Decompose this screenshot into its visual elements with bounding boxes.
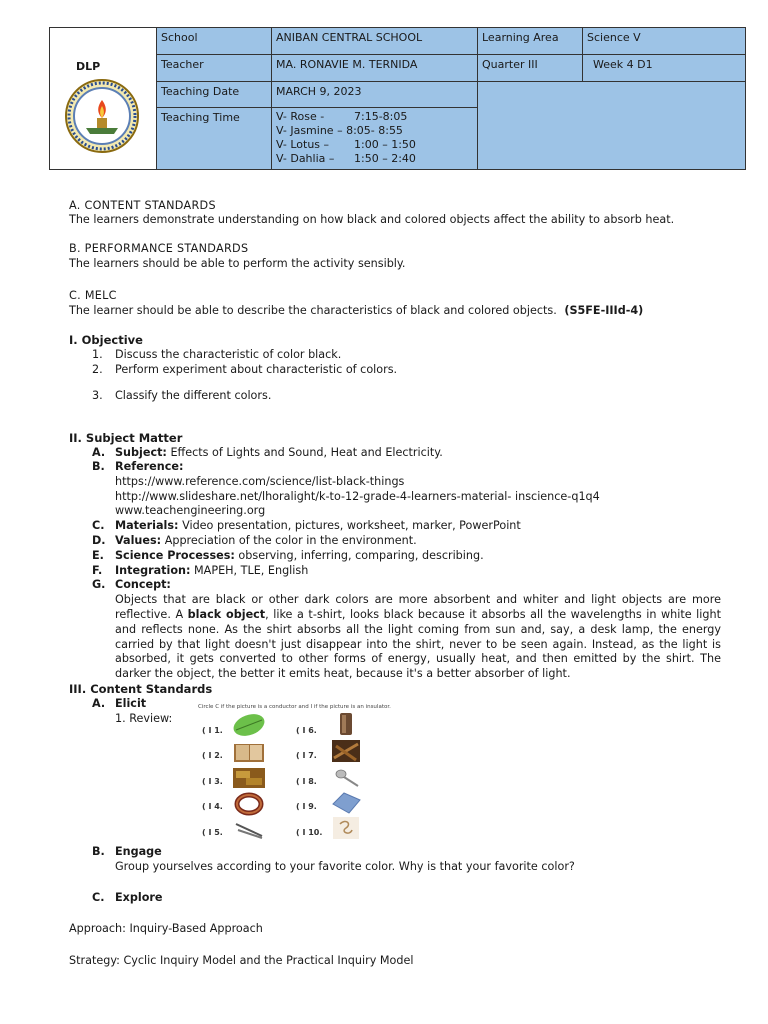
performance-standards-title: B. PERFORMANCE STANDARDS (69, 242, 249, 255)
objective-title: I. Objective (69, 333, 143, 347)
letter-c: C. (92, 519, 105, 532)
content-section-title: III. Content Standards (69, 682, 213, 696)
objective-num: 1. (92, 348, 103, 361)
letter-f: F. (92, 564, 103, 577)
processes-text: observing, inferring, comparing, describing. (238, 549, 484, 562)
choice-marks: ( I (296, 751, 306, 760)
objective-num: 2. (92, 363, 103, 376)
integration-label: Integration: (115, 564, 191, 577)
choice-marks: ( I (202, 828, 212, 837)
objective-item: Discuss the characteristic of color black. (115, 348, 342, 361)
choice-marks: ( I (202, 802, 212, 811)
date-label: Teaching Date (156, 81, 272, 108)
choice-marks: ( I (296, 726, 306, 735)
worksheet-instruction: Circle C if the picture is a conductor and I if the picture is an insulator. (198, 704, 391, 710)
time-range: 1:00 – 1:50 (354, 138, 416, 151)
content-standards-text: The learners demonstrate understanding on how black and colored objects affect the ability to absorb heat. (69, 213, 675, 226)
string-icon (332, 816, 360, 840)
learning-area-value: Science V (582, 27, 746, 55)
spoon-icon (332, 766, 362, 790)
letter-c: C. (92, 891, 105, 904)
time-range: 1:50 – 2:40 (354, 152, 416, 165)
choice-marks: ( I (296, 828, 306, 837)
logo-cell (50, 28, 157, 169)
letter-b: B. (92, 460, 105, 473)
subject-text: Effects of Lights and Sound, Heat and Electricity. (170, 446, 443, 459)
letter-a: A. (92, 446, 106, 459)
time-section: V- Jasmine – 8:05- 8:55 (276, 124, 403, 137)
item-number: 8. (308, 777, 317, 786)
ring-icon (232, 792, 266, 816)
processes-label: Science Processes: (115, 549, 235, 562)
concept-line: and reflects none. As the shirt absorbs all the light coming from sun and, say, a desk lamp, the energy (115, 623, 721, 636)
choice-marks: ( I (296, 777, 306, 786)
materials-label: Materials: (115, 519, 179, 532)
objective-item: Perform experiment about characteristic of colors. (115, 363, 398, 376)
date-value: MARCH 9, 2023 (271, 81, 478, 108)
subject-label: Subject: (115, 446, 167, 459)
values-label: Values: (115, 534, 162, 547)
review-label: 1. Review: (115, 712, 173, 725)
week-value: Week 4 D1 (582, 54, 746, 82)
time-section: V- Dahlia – (276, 152, 335, 165)
item-number: 5. (214, 828, 223, 837)
item-number: 10. (308, 828, 323, 837)
materials-text: Video presentation, pictures, worksheet, marker, PowerPoint (182, 519, 521, 532)
concept-line: carried by that light doesn't just disappear into the shirt, never to be seen again. Instead, as the light is (115, 638, 721, 651)
objective-num: 3. (92, 389, 103, 402)
concept-text: , like a t-shirt, looks black because it absorbs all the wavelengths in white light (265, 608, 721, 621)
reference-link[interactable]: http://www.slideshare.net/lhoralight/k-to-12-grade-4-learners-material- inscience-q1q4 (115, 490, 600, 503)
melc-text (69, 304, 643, 317)
materials-line (115, 519, 521, 532)
item-number: 6. (308, 726, 317, 735)
melc-description: The learner should be able to describe the characteristics of black and colored objects. (69, 304, 557, 317)
item-number: 3. (214, 777, 223, 786)
school-label: School (156, 27, 272, 55)
concept-line: darker the object, the better it emits heat, because it's a better absorber of light. (115, 667, 571, 680)
choice-marks: ( I (202, 777, 212, 786)
letter-d: D. (92, 534, 106, 547)
cup-icon (332, 710, 360, 738)
subject-line (115, 446, 443, 459)
engage-text: Group yourselves according to your favorite color. Why is that your favorite color? (115, 860, 575, 873)
values-line (115, 534, 417, 547)
values-text: Appreciation of the color in the environment. (164, 534, 417, 547)
time-range: 7:15-8:05 (354, 110, 408, 123)
approach-text: Approach: Inquiry-Based Approach (69, 922, 263, 935)
blank-cell (477, 81, 746, 170)
item-number: 9. (308, 802, 317, 811)
reference-label: Reference: (115, 460, 184, 473)
engage-label: Engage (115, 845, 162, 858)
subject-matter-title: II. Subject Matter (69, 431, 183, 445)
sticks-icon (330, 738, 362, 764)
choice-marks: ( I (202, 726, 212, 735)
teacher-value: MA. RONAVIE M. TERNIDA (271, 54, 478, 82)
processes-line (115, 549, 484, 562)
school-value: ANIBAN CENTRAL SCHOOL (271, 27, 478, 55)
reference-link[interactable]: www.teachengineering.org (115, 504, 266, 517)
elicit-label: Elicit (115, 697, 147, 710)
leaf-icon (232, 712, 266, 738)
reference-link[interactable]: https://www.reference.com/science/list-black-things (115, 475, 405, 488)
cloth-icon (330, 790, 362, 816)
item-number: 4. (214, 802, 223, 811)
melc-code: (S5FE-IIId-4) (564, 304, 644, 317)
dlp-header-table (49, 27, 745, 170)
time-label: Teaching Time (156, 107, 272, 170)
school-seal-icon (64, 78, 140, 154)
explore-label: Explore (115, 891, 163, 904)
concept-line (115, 608, 721, 623)
nails-icon (232, 818, 266, 840)
objective-item: Classify the different colors. (115, 389, 272, 402)
item-number: 1. (214, 726, 223, 735)
time-schedule (271, 107, 478, 170)
item-number: 2. (214, 751, 223, 760)
concept-text: reflective. A (115, 608, 184, 621)
concept-line: Objects that are black or other dark colors are more absorbent and whiter and light objects are more (115, 593, 721, 606)
dlp-label: DLP (76, 60, 101, 73)
teacher-label: Teacher (156, 54, 272, 82)
letter-b: B. (92, 845, 105, 858)
concept-label: Concept: (115, 578, 171, 591)
concept-line: absorbed, it gets converted to other forms of energy, usually heat, and then emitted by the shirt. The (115, 652, 721, 665)
letter-g: G. (92, 578, 106, 591)
choice-marks: ( I (202, 751, 212, 760)
content-standards-title: A. CONTENT STANDARDS (69, 199, 216, 212)
learning-area-label: Learning Area (477, 27, 583, 55)
integration-text: MAPEH, TLE, English (194, 564, 309, 577)
quarter-label: Quarter III (477, 54, 583, 82)
time-section: V- Lotus – (276, 138, 330, 151)
integration-line (115, 564, 308, 577)
letter-e: E. (92, 549, 104, 562)
item-number: 7. (308, 751, 317, 760)
review-worksheet-image (194, 704, 391, 840)
letter-a: A. (92, 697, 106, 710)
melc-title: C. MELC (69, 289, 117, 302)
wood-icon (232, 766, 266, 790)
time-section: V- Rose - (276, 110, 325, 123)
book-icon (232, 740, 266, 764)
choice-marks: ( I (296, 802, 306, 811)
strategy-text: Strategy: Cyclic Inquiry Model and the Practical Inquiry Model (69, 954, 414, 967)
performance-standards-text: The learners should be able to perform the activity sensibly. (69, 257, 406, 270)
concept-bold-term: black object (187, 608, 266, 621)
